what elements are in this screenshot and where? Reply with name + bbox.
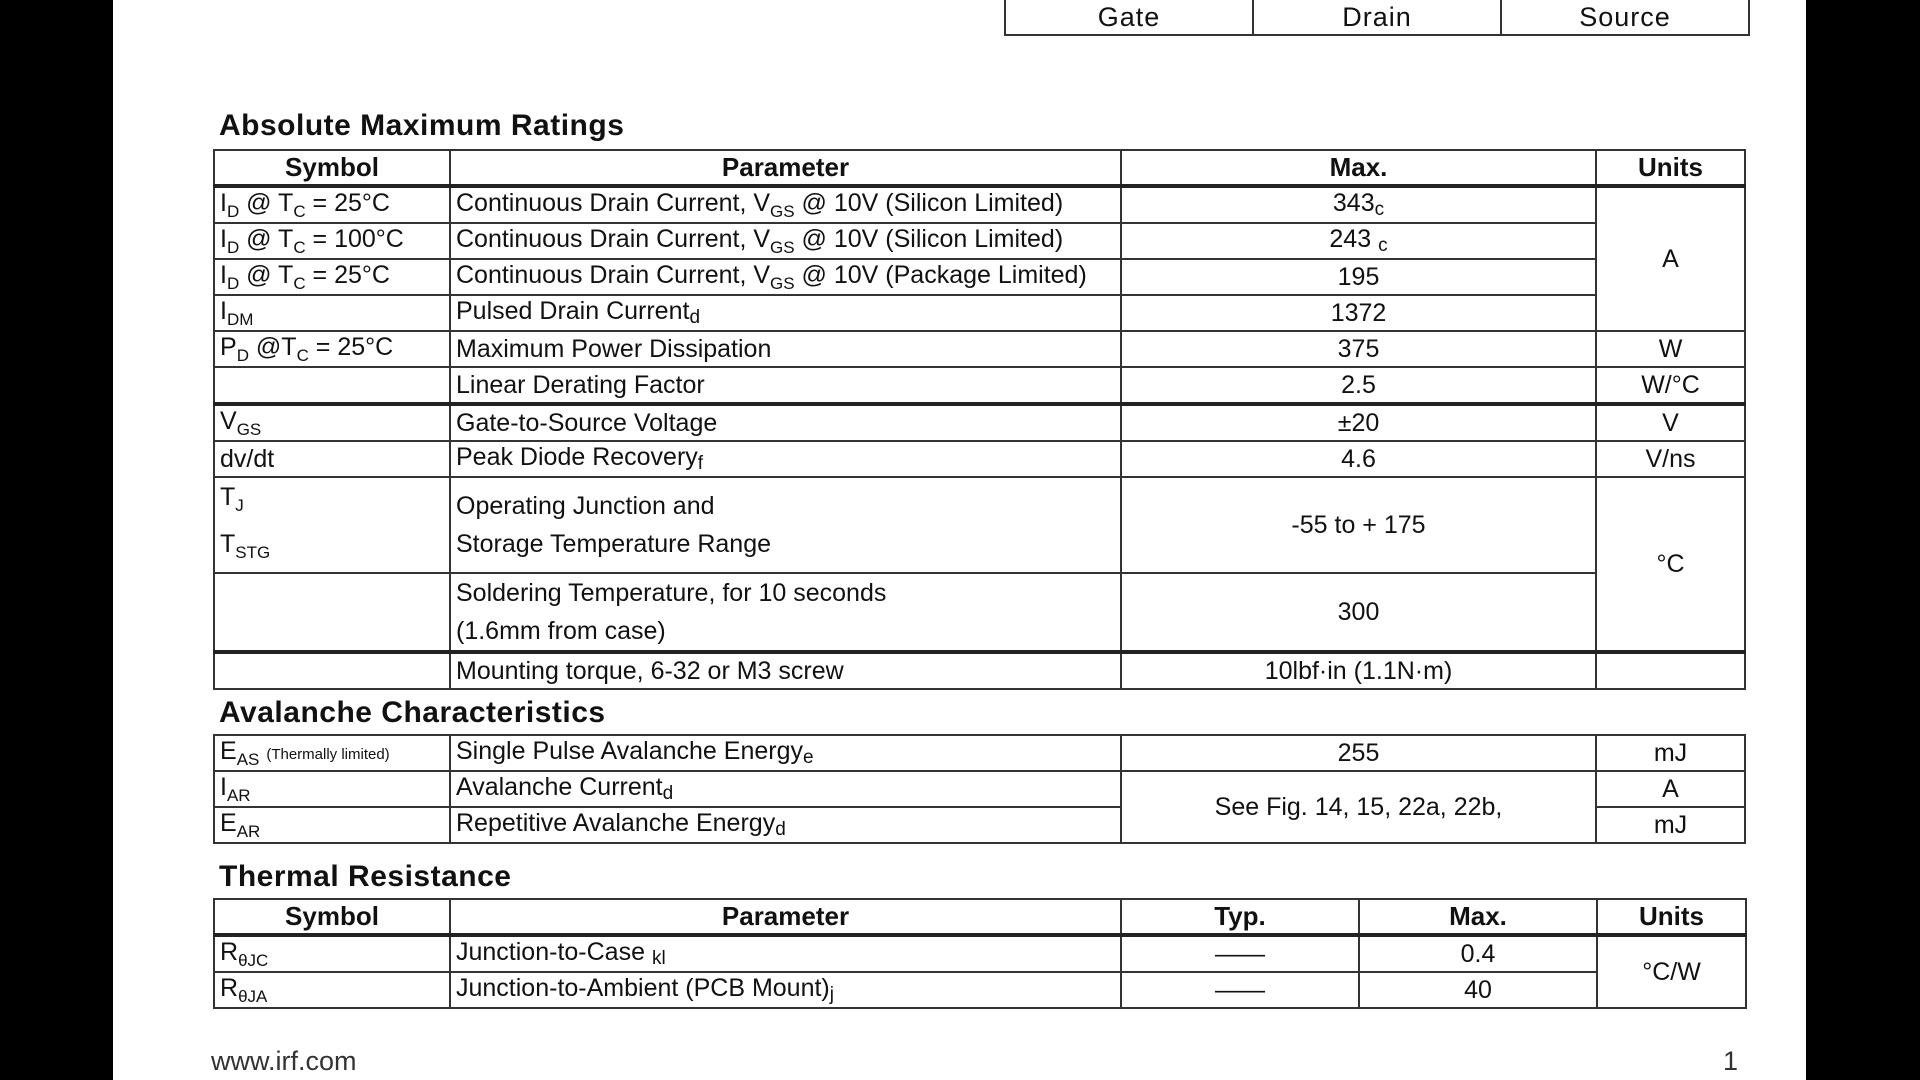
parameter-cell: Soldering Temperature, for 10 seconds (1.6mm from case) [450, 573, 1121, 652]
abs-max-table [213, 149, 1746, 690]
max-cell: 10lbf·in (1.1N·m) [1121, 652, 1596, 689]
table-row [214, 441, 1745, 477]
symbol-cell: $I_{DM}$ [214, 295, 450, 331]
max-cell: 243 c [1121, 223, 1596, 259]
symbol-cell: $R_{\theta JC}$ [214, 935, 450, 972]
thermal-table [213, 898, 1747, 1009]
units-cell: V [1596, 404, 1745, 441]
max-cell: 4.6 [1121, 441, 1596, 477]
max-cell: ±20 [1121, 404, 1596, 441]
symbol-cell: $E_{AR}$ [214, 807, 450, 843]
table-row [214, 735, 1745, 771]
symbol-cell: $I_D$ @ $T_C = 100^\circ C$ [214, 223, 450, 259]
symbol-cell [214, 573, 450, 652]
header-max: Max. [1359, 899, 1597, 935]
max-cell: 1372 [1121, 295, 1596, 331]
pin-drain: Drain [1253, 0, 1501, 35]
table-row [214, 186, 1745, 223]
pin-gate: Gate [1005, 0, 1253, 35]
header-symbol: Symbol [214, 150, 450, 186]
table-row [214, 477, 1745, 573]
page-number: 1 [1723, 1046, 1739, 1076]
table-row [214, 771, 1745, 807]
units-cell: A [1596, 771, 1745, 807]
header-parameter: Parameter [450, 899, 1121, 935]
table-row [214, 404, 1745, 441]
table-row [214, 295, 1745, 331]
symbol-cell: $E_{AS}$ (Thermally limited) [214, 735, 450, 771]
parameter-cell: Pulsed Drain Currentd [450, 295, 1121, 331]
parameter-cell: Continuous Drain Current, $V_{GS}$ @ 10V (Package Limited) [450, 259, 1121, 295]
symbol-cell: $I_{AR}$ [214, 771, 450, 807]
max-cell: 40 [1359, 972, 1597, 1008]
header-units: Units [1597, 899, 1746, 935]
parameter-cell: Mounting torque, 6-32 or M3 screw [450, 652, 1121, 689]
footer-url: www.irf.com [211, 1046, 357, 1076]
datasheet-page [113, 0, 1806, 1080]
table-row [214, 223, 1745, 259]
units-cell [1596, 652, 1745, 689]
symbol-cell: dv/dt [214, 441, 450, 477]
symbol-cell: $P_D$ $@T_C = 25^\circ C$ [214, 331, 450, 367]
symbol-cell: $R_{\theta JA}$ [214, 972, 450, 1008]
pin-assignment-table [1004, 0, 1750, 36]
parameter-cell: Continuous Drain Current, $V_{GS}$ @ 10V (Silicon Limited) [450, 186, 1121, 223]
table-row [214, 367, 1745, 404]
parameter-cell: Avalanche Currentd [450, 771, 1121, 807]
parameter-cell: Continuous Drain Current, $V_{GS}$ @ 10V (Silicon Limited) [450, 223, 1121, 259]
units-cell: W/°C [1596, 367, 1745, 404]
parameter-cell: Peak Diode Recoveryf [450, 441, 1121, 477]
units-cell: V/ns [1596, 441, 1745, 477]
units-cell: A [1596, 186, 1745, 331]
header-parameter: Parameter [450, 150, 1121, 186]
table-row [214, 972, 1746, 1008]
typ-cell: —— [1121, 935, 1359, 972]
symbol-cell: $V_{GS}$ [214, 404, 450, 441]
max-cell: See Fig. 14, 15, 22a, 22b, [1121, 771, 1596, 843]
avalanche-title: Avalanche Characteristics [219, 696, 606, 729]
units-cell: mJ [1596, 735, 1745, 771]
units-cell: W [1596, 331, 1745, 367]
header-units: Units [1596, 150, 1745, 186]
parameter-cell: Repetitive Avalanche Energyd [450, 807, 1121, 843]
max-cell: 255 [1121, 735, 1596, 771]
max-cell: -55 to + 175 [1121, 477, 1596, 573]
typ-cell: —— [1121, 972, 1359, 1008]
units-cell: °C [1596, 477, 1745, 652]
max-cell: 0.4 [1359, 935, 1597, 972]
symbol-cell [214, 367, 450, 404]
units-cell: mJ [1596, 807, 1745, 843]
pin-source: Source [1501, 0, 1749, 35]
table-row [214, 652, 1745, 689]
parameter-cell: Maximum Power Dissipation [450, 331, 1121, 367]
table-row [214, 259, 1745, 295]
avalanche-table [213, 734, 1746, 844]
symbol-cell: $I_D$ @ $T_C = 25^\circ C$ [214, 186, 450, 223]
header-max: Max. [1121, 150, 1596, 186]
header-symbol: Symbol [214, 899, 450, 935]
max-cell: 2.5 [1121, 367, 1596, 404]
header-typ: Typ. [1121, 899, 1359, 935]
parameter-cell: Junction-to-Ambient (PCB Mount)j [450, 972, 1121, 1008]
max-cell: 300 [1121, 573, 1596, 652]
max-cell: 375 [1121, 331, 1596, 367]
parameter-cell: Junction-to-Case kl [450, 935, 1121, 972]
table-row [214, 935, 1746, 972]
table-row [214, 573, 1745, 652]
thermal-title: Thermal Resistance [219, 860, 512, 893]
symbol-cell [214, 652, 450, 689]
parameter-cell: Operating Junction and Storage Temperature Range [450, 477, 1121, 573]
parameter-cell: Linear Derating Factor [450, 367, 1121, 404]
max-cell: 343c [1121, 186, 1596, 223]
symbol-cell: $T_J$ $T_{STG}$ [214, 477, 450, 573]
parameter-cell: Single Pulse Avalanche Energye [450, 735, 1121, 771]
table-row [214, 331, 1745, 367]
parameter-cell: Gate-to-Source Voltage [450, 404, 1121, 441]
units-cell: °C/W [1597, 935, 1746, 1008]
max-cell: 195 [1121, 259, 1596, 295]
abs-max-title: Absolute Maximum Ratings [219, 109, 625, 142]
symbol-cell: $I_D$ @ $T_C = 25^\circ C$ [214, 259, 450, 295]
